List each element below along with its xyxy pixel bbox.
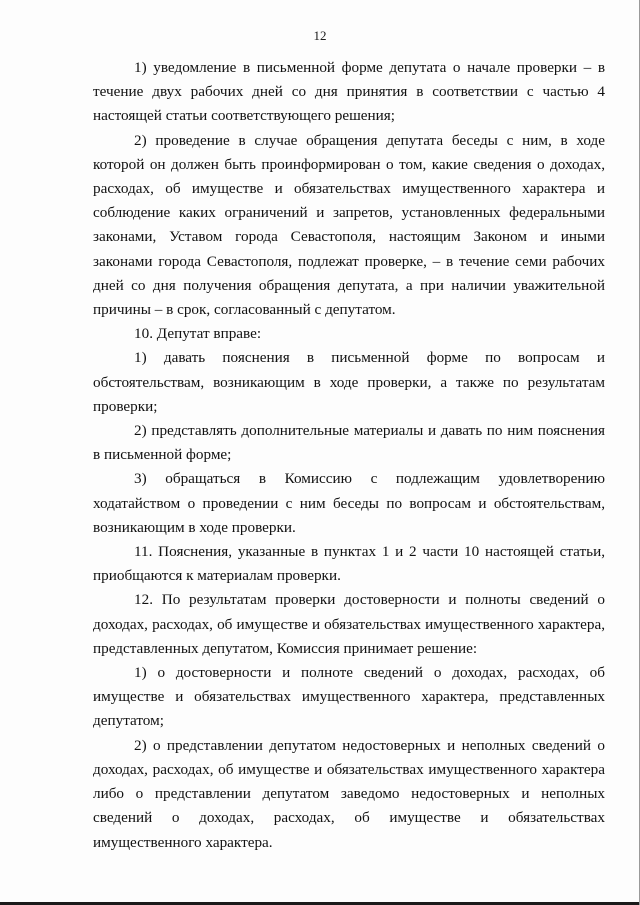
paragraph-section-11: 11. Пояснения, указанные в пунктах 1 и 2 части 10 настоящей статьи, приобщаются к материалам проверки. <box>93 543 605 585</box>
page-number: 12 <box>313 28 327 43</box>
paragraph-12-2-unreliable: 2) о представлении депутатом недостоверных и неполных сведений о доходах, расходах, об имуществе и обязательствах имущественного характера либо о представлении депутатом заведомо недостоверных и неполных сведений о доходах, расходах, об имуществе и обязательствах имущественного характера. <box>93 736 605 851</box>
paragraph-2-conversation: 2) проведение в случае обращения депутата беседы с ним, в ходе которой он должен быть проинформирован о том, какие сведения о доходах, расходах, об имуществе и обязательствах имущественного характера и соблюдение каких ограничений и запретов, установленных федеральными законами, Уставом города Севастополя, настоящим Законом и иными законами города Севастополя, подлежат проверке, – в течение семи рабочих дней со дня получения обращения депутата, а при наличии уважительной причины – в срок, согласованный с депутатом. <box>93 131 605 319</box>
paragraph-section-12-heading: 12. По результатам проверки достоверности и полноты сведений о доходах, расходах, об имуществе и обязательствах имущественного характера, представленных депутатом, Комиссия принимает решение: <box>93 591 605 657</box>
paragraph-section-10-heading: 10. Депутат вправе: <box>134 325 262 343</box>
paragraph-10-3-petition: 3) обращаться в Комиссию с подлежащим удовлетворению ходатайством о проведении с ним беседы по вопросам и обстоятельствам, возникающим в ходе проверки. <box>93 470 605 536</box>
paragraph-1-notification: 1) уведомление в письменной форме депутата о начале проверки – в течение двух рабочих дней со дня принятия в соответствии с частью 4 настоящей статьи соответствующего решения; <box>93 59 605 125</box>
paragraph-10-1-explanations: 1) давать пояснения в письменной форме по вопросам и обстоятельствам, возникающим в ходе проверки, а также по результатам проверки; <box>93 349 605 415</box>
paragraph-10-2-materials: 2) представлять дополнительные материалы и давать по ним пояснения в письменной форме; <box>93 422 605 464</box>
paragraph-12-1-reliable: 1) о достоверности и полноте сведений о доходах, расходах, об имуществе и обязательствах имущественного характера, представленных депутатом; <box>93 664 605 730</box>
document-body <box>93 56 605 855</box>
